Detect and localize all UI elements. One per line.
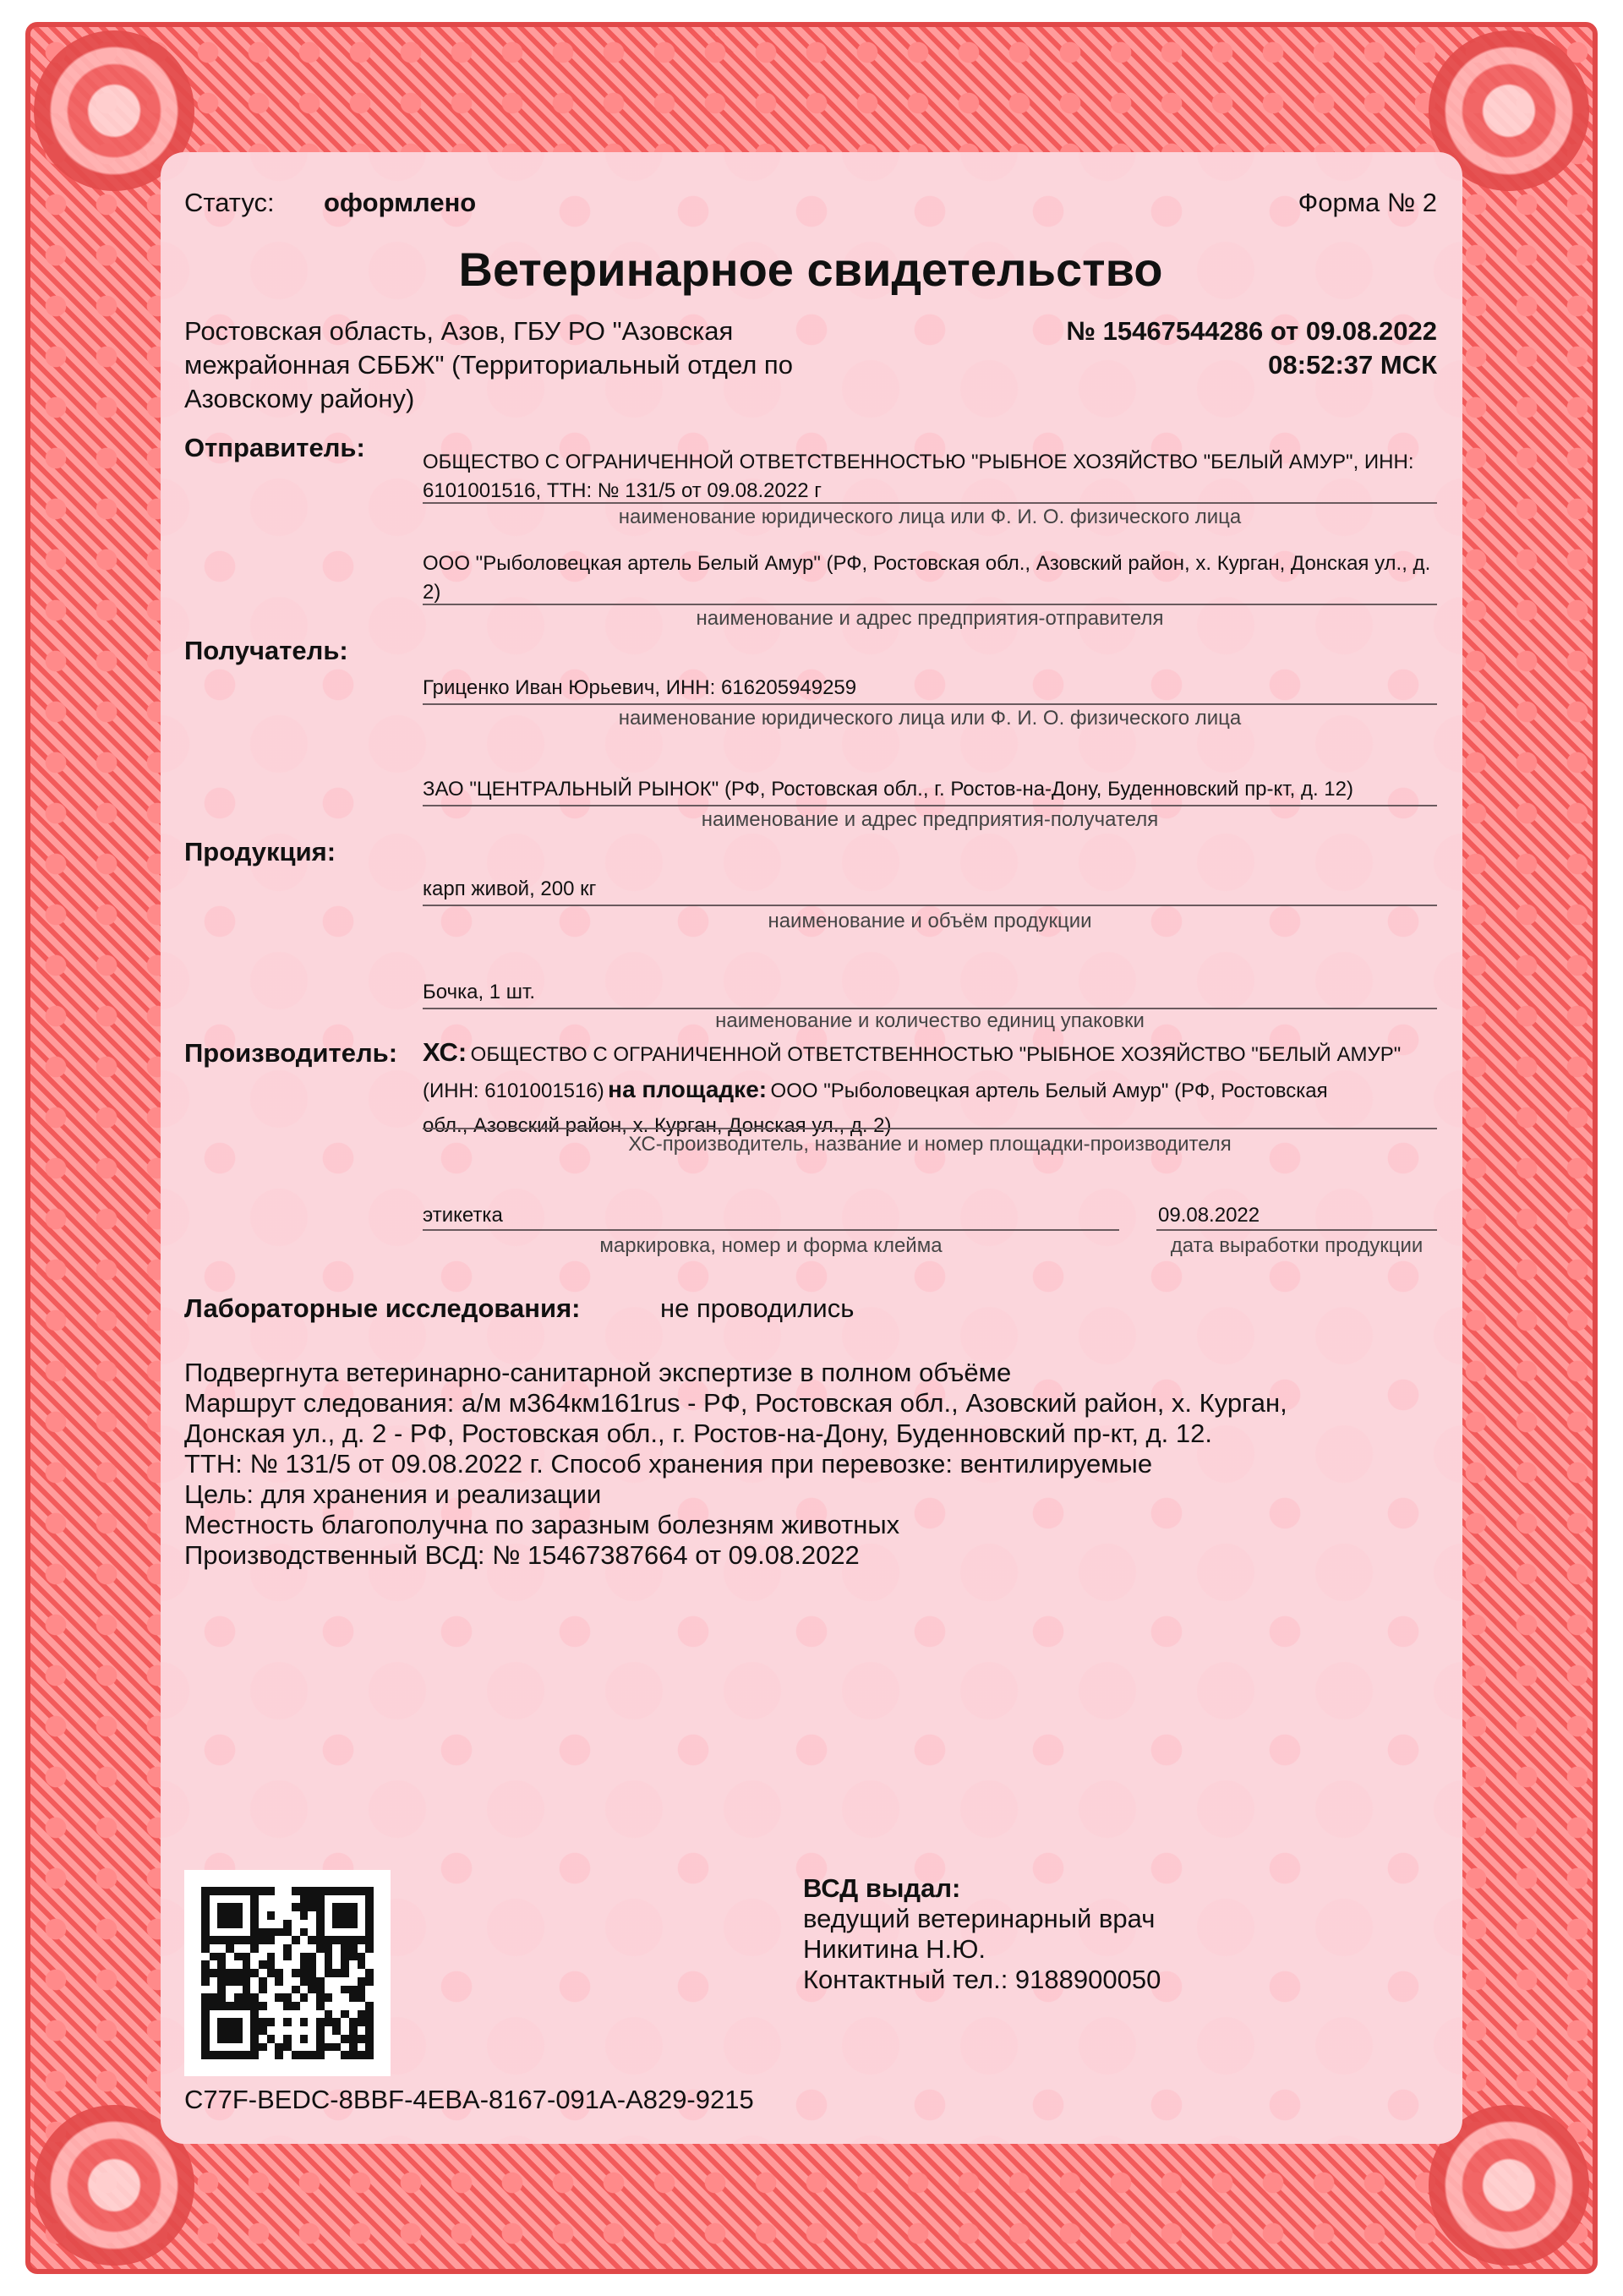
producer-line bbox=[423, 1128, 1437, 1129]
lab-heading: Лабораторные исследования: bbox=[184, 1293, 581, 1323]
page-title: Ветеринарное свидетельство bbox=[458, 243, 1163, 296]
product-heading: Продукция: bbox=[184, 837, 336, 866]
production-date: 09.08.2022 bbox=[1158, 1204, 1260, 1227]
note-line: Цель: для хранения и реализации bbox=[184, 1479, 602, 1509]
sender-legal-entity: ОБЩЕСТВО С ОГРАНИЧЕННОЙ ОТВЕТСТВЕННОСТЬЮ "РЫБНОЕ ХОЗЯЙСТВО "БЕЛЫЙ АМУР", ИНН: 6101001516, ТТН: № 131/5 от 09.08.2022 г bbox=[423, 451, 1414, 502]
producer-caption: ХС-производитель, название и номер площадки-производителя bbox=[628, 1133, 1232, 1156]
producer-marking-line bbox=[423, 1229, 1119, 1231]
issued-by-name: Никитина Н.Ю. bbox=[803, 1934, 986, 1964]
producer-marking-caption: маркировка, номер и форма клейма bbox=[599, 1234, 943, 1257]
sender-legal-entity-line bbox=[423, 502, 1437, 504]
product-name-line bbox=[423, 905, 1437, 906]
status-value: оформлено bbox=[324, 188, 477, 217]
sender-heading: Отправитель: bbox=[184, 433, 365, 462]
producer-marking: этикетка bbox=[423, 1204, 503, 1227]
sender-enterprise-line bbox=[423, 604, 1437, 605]
producer-site-label: на площадке: bbox=[608, 1076, 768, 1102]
issued-by-position: ведущий ветеринарный врач bbox=[803, 1904, 1156, 1933]
status-label: Статус: bbox=[184, 188, 275, 217]
product-packaging-caption: наименование и количество единиц упаковки bbox=[715, 1009, 1145, 1032]
receiver-legal-entity: Гриценко Иван Юрьевич, ИНН: 616205949259 bbox=[423, 676, 857, 699]
note-line: Донская ул., д. 2 - РФ, Ростовская обл., г. Ростов-на-Дону, Буденновский пр-кт, д. 12. bbox=[184, 1419, 1212, 1448]
receiver-enterprise: ЗАО "ЦЕНТРАЛЬНЫЙ РЫНОК" (РФ, Ростовская обл., г. Ростов-на-Дону, Буденновский пр-кт, д. 12) bbox=[423, 778, 1353, 801]
note-line: ТТН: № 131/5 от 09.08.2022 г. Способ хранения при перевозке: вентилируемые bbox=[184, 1449, 1153, 1479]
producer-xs-label: ХС: bbox=[423, 1037, 467, 1067]
production-date-line bbox=[1156, 1229, 1437, 1231]
producer-inn: (ИНН: 6101001516) bbox=[423, 1080, 604, 1102]
lab-value: не проводились bbox=[660, 1293, 855, 1323]
document-number: № 15467544286 от 09.08.2022 bbox=[1066, 316, 1437, 346]
producer-site-value-1: ООО "Рыболовецкая артель Белый Амур" (РФ, Ростовская bbox=[770, 1080, 1328, 1102]
qr-code-icon bbox=[184, 1870, 391, 2076]
note-line: Производственный ВСД: № 15467387664 от 09.08.2022 bbox=[184, 1540, 860, 1570]
document-uuid: C77F-BEDC-8BBF-4EBA-8167-091A-A829-9215 bbox=[184, 2085, 754, 2114]
producer-details bbox=[423, 1036, 1437, 1142]
sender-legal-entity-caption: наименование юридического лица или Ф. И. О. физического лица bbox=[618, 506, 1242, 528]
issued-by-block bbox=[803, 1873, 1161, 1995]
product-name: карп живой, 200 кг bbox=[423, 877, 597, 900]
issued-by-phone: Контактный тел.: 9188900050 bbox=[803, 1965, 1161, 1994]
issuer-organization: Ростовская область, Азов, ГБУ РО "Азовская межрайонная СББЖ" (Территориальный отдел по Азовскому району) bbox=[184, 316, 793, 413]
receiver-enterprise-caption: наименование и адрес предприятия-получателя bbox=[701, 808, 1159, 831]
product-name-caption: наименование и объём продукции bbox=[768, 910, 1092, 932]
receiver-heading: Получатель: bbox=[184, 636, 348, 665]
sender-enterprise-caption: наименование и адрес предприятия-отправителя bbox=[696, 607, 1164, 630]
receiver-legal-entity-line bbox=[423, 703, 1437, 705]
producer-xs-value: ОБЩЕСТВО С ОГРАНИЧЕННОЙ ОТВЕТСТВЕННОСТЬЮ "РЫБНОЕ ХОЗЯЙСТВО "БЕЛЫЙ АМУР" bbox=[470, 1043, 1402, 1066]
document-time: 08:52:37 МСК bbox=[1268, 350, 1437, 380]
producer-heading: Производитель: bbox=[184, 1038, 398, 1068]
product-packaging: Бочка, 1 шт. bbox=[423, 981, 536, 1003]
production-date-caption: дата выработки продукции bbox=[1170, 1234, 1424, 1257]
note-line: Местность благополучна по заразным болезням животных bbox=[184, 1510, 900, 1539]
sender-enterprise: ООО "Рыболовецкая артель Белый Амур" (РФ, Ростовская обл., Азовский район, х. Курган, Донская ул., д. 2) bbox=[423, 552, 1431, 604]
form-number: Форма № 2 bbox=[1298, 188, 1437, 217]
receiver-legal-entity-caption: наименование юридического лица или Ф. И. О. физического лица bbox=[618, 707, 1242, 730]
issued-by-heading: ВСД выдал: bbox=[803, 1873, 961, 1903]
receiver-enterprise-line bbox=[423, 805, 1437, 806]
notes-block bbox=[184, 1358, 1437, 1571]
note-line: Маршрут следования: а/м м364км161rus - РФ, Ростовская обл., Азовский район, х. Курган, bbox=[184, 1388, 1287, 1418]
note-line: Подвергнута ветеринарно-санитарной экспертизе в полном объёме bbox=[184, 1358, 1012, 1387]
producer-site-value-2: обл., Азовский район, х. Курган, Донская ул., д. 2) bbox=[423, 1114, 892, 1137]
